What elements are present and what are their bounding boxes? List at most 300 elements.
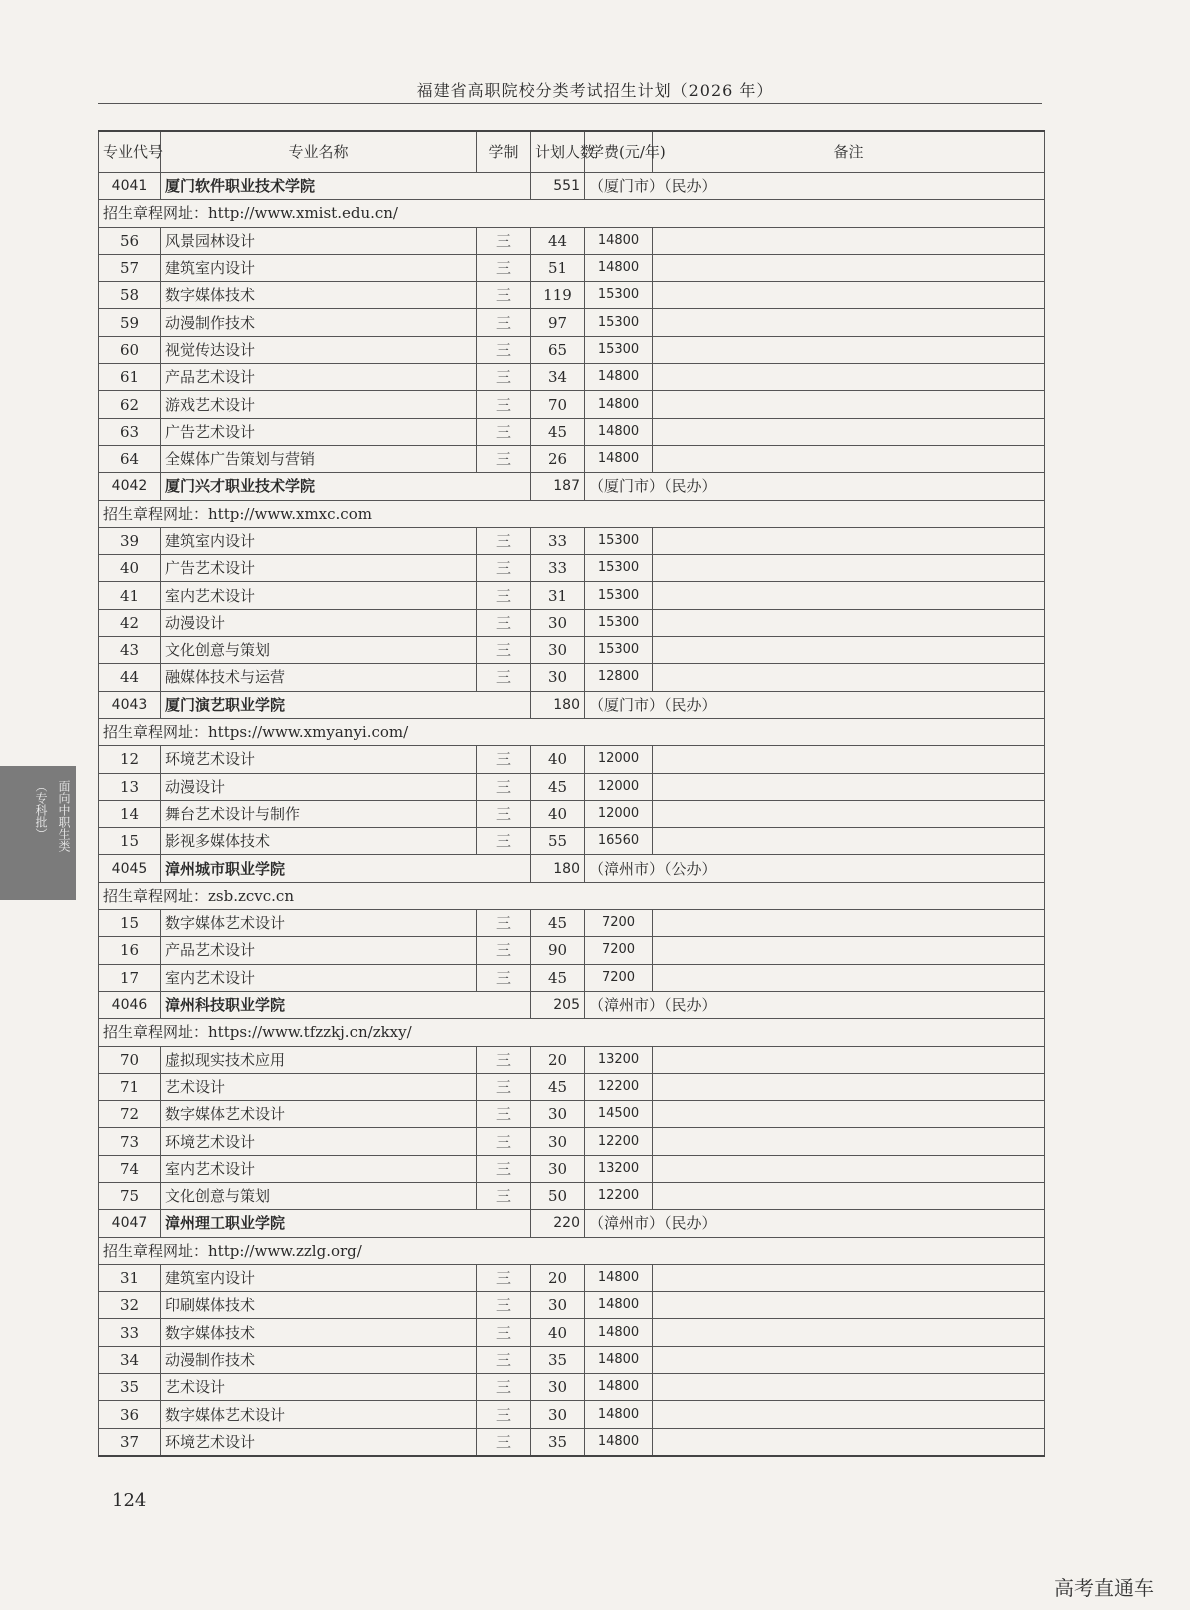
major-code: 72 <box>99 1101 161 1128</box>
major-note <box>653 445 1045 472</box>
major-system: 三 <box>477 418 531 445</box>
school-url: 招生章程网址：https://www.xmyanyi.com/ <box>99 718 1045 745</box>
major-name: 数字媒体技术 <box>161 1319 477 1346</box>
school-plan: 187 <box>531 473 585 500</box>
school-note: （漳州市）（民办） <box>585 1210 1045 1237</box>
page-number: 124 <box>112 1490 147 1511</box>
major-note <box>653 1264 1045 1291</box>
major-note <box>653 254 1045 281</box>
major-code: 15 <box>99 910 161 937</box>
major-system: 三 <box>477 582 531 609</box>
table-body <box>99 173 1045 1456</box>
major-name: 室内艺术设计 <box>161 582 477 609</box>
school-row <box>99 991 1045 1018</box>
table-row <box>99 1346 1045 1373</box>
major-plan: 20 <box>531 1264 585 1291</box>
school-code: 4046 <box>99 991 161 1018</box>
major-plan: 44 <box>531 227 585 254</box>
table-row <box>99 1292 1045 1319</box>
major-system: 三 <box>477 773 531 800</box>
major-fee: 12800 <box>585 664 653 691</box>
major-note <box>653 582 1045 609</box>
major-fee: 12000 <box>585 746 653 773</box>
school-code: 4043 <box>99 691 161 718</box>
major-note <box>653 1046 1045 1073</box>
major-plan: 33 <box>531 555 585 582</box>
page-header-title: 福建省高职院校分类考试招生计划（2026 年） <box>416 81 774 100</box>
major-note <box>653 364 1045 391</box>
school-row <box>99 1210 1045 1237</box>
major-code: 60 <box>99 336 161 363</box>
major-name: 印刷媒体技术 <box>161 1292 477 1319</box>
major-name: 数字媒体艺术设计 <box>161 1401 477 1428</box>
major-note <box>653 609 1045 636</box>
school-url-row <box>99 718 1045 745</box>
school-name: 漳州城市职业学院 <box>161 855 531 882</box>
major-system: 三 <box>477 1182 531 1209</box>
major-name: 产品艺术设计 <box>161 937 477 964</box>
major-system: 三 <box>477 828 531 855</box>
major-fee: 14800 <box>585 364 653 391</box>
school-name: 厦门兴才职业技术学院 <box>161 473 531 500</box>
major-name: 虚拟现实技术应用 <box>161 1046 477 1073</box>
major-fee: 7200 <box>585 910 653 937</box>
major-code: 39 <box>99 527 161 554</box>
school-code: 4047 <box>99 1210 161 1237</box>
major-name: 环境艺术设计 <box>161 1428 477 1456</box>
major-fee: 15300 <box>585 637 653 664</box>
major-plan: 30 <box>531 1374 585 1401</box>
school-url: 招生章程网址：zsb.zcvc.cn <box>99 882 1045 909</box>
major-name: 环境艺术设计 <box>161 1128 477 1155</box>
major-fee: 12200 <box>585 1073 653 1100</box>
major-plan: 26 <box>531 445 585 472</box>
school-note: （漳州市）（民办） <box>585 991 1045 1018</box>
major-plan: 51 <box>531 254 585 281</box>
major-code: 35 <box>99 1374 161 1401</box>
major-fee: 15300 <box>585 336 653 363</box>
major-name: 广告艺术设计 <box>161 418 477 445</box>
major-note <box>653 910 1045 937</box>
school-plan: 180 <box>531 691 585 718</box>
major-note <box>653 1128 1045 1155</box>
major-note <box>653 555 1045 582</box>
major-plan: 40 <box>531 1319 585 1346</box>
major-code: 16 <box>99 937 161 964</box>
table-row <box>99 664 1045 691</box>
school-plan: 551 <box>531 173 585 200</box>
table-row <box>99 555 1045 582</box>
major-code: 56 <box>99 227 161 254</box>
major-system: 三 <box>477 527 531 554</box>
table-row <box>99 1073 1045 1100</box>
table-row <box>99 773 1045 800</box>
header-code: 专业代号 <box>99 131 161 173</box>
header-rule <box>98 103 1042 104</box>
school-url: 招生章程网址：https://www.tfzzkj.cn/zkxy/ <box>99 1019 1045 1046</box>
major-plan: 35 <box>531 1428 585 1456</box>
major-fee: 14500 <box>585 1101 653 1128</box>
major-code: 31 <box>99 1264 161 1291</box>
major-name: 艺术设计 <box>161 1374 477 1401</box>
major-plan: 30 <box>531 664 585 691</box>
table-row <box>99 418 1045 445</box>
major-note <box>653 418 1045 445</box>
table-row <box>99 309 1045 336</box>
major-name: 风景园林设计 <box>161 227 477 254</box>
major-note <box>653 282 1045 309</box>
major-system: 三 <box>477 1264 531 1291</box>
major-code: 58 <box>99 282 161 309</box>
major-fee: 14800 <box>585 254 653 281</box>
major-fee: 14800 <box>585 391 653 418</box>
side-tab-line1: 面向中职生类 <box>57 780 71 852</box>
major-name: 室内艺术设计 <box>161 1155 477 1182</box>
major-note <box>653 1374 1045 1401</box>
major-fee: 14800 <box>585 1346 653 1373</box>
school-plan: 220 <box>531 1210 585 1237</box>
table-row <box>99 1155 1045 1182</box>
major-code: 34 <box>99 1346 161 1373</box>
school-code: 4045 <box>99 855 161 882</box>
school-row <box>99 473 1045 500</box>
major-note <box>653 227 1045 254</box>
table-row <box>99 800 1045 827</box>
table-row <box>99 1428 1045 1456</box>
major-code: 13 <box>99 773 161 800</box>
major-fee: 7200 <box>585 937 653 964</box>
table-row <box>99 609 1045 636</box>
table-row <box>99 1182 1045 1209</box>
major-plan: 50 <box>531 1182 585 1209</box>
major-system: 三 <box>477 282 531 309</box>
school-name: 厦门演艺职业学院 <box>161 691 531 718</box>
major-name: 建筑室内设计 <box>161 254 477 281</box>
table-row <box>99 964 1045 991</box>
major-fee: 12000 <box>585 773 653 800</box>
major-name: 数字媒体技术 <box>161 282 477 309</box>
major-plan: 34 <box>531 364 585 391</box>
school-row <box>99 691 1045 718</box>
table-row <box>99 746 1045 773</box>
table-row <box>99 254 1045 281</box>
major-name: 文化创意与策划 <box>161 637 477 664</box>
major-code: 70 <box>99 1046 161 1073</box>
major-note <box>653 746 1045 773</box>
major-system: 三 <box>477 336 531 363</box>
major-code: 63 <box>99 418 161 445</box>
major-note <box>653 1182 1045 1209</box>
major-plan: 70 <box>531 391 585 418</box>
major-code: 36 <box>99 1401 161 1428</box>
major-system: 三 <box>477 227 531 254</box>
major-code: 73 <box>99 1128 161 1155</box>
major-note <box>653 391 1045 418</box>
enrollment-plan-table <box>98 130 1045 1457</box>
school-row <box>99 173 1045 200</box>
major-name: 数字媒体艺术设计 <box>161 1101 477 1128</box>
major-plan: 31 <box>531 582 585 609</box>
major-name: 室内艺术设计 <box>161 964 477 991</box>
table-row <box>99 637 1045 664</box>
section-side-tab <box>0 766 76 900</box>
watermark: 高考直通车 <box>1054 1576 1154 1600</box>
major-system: 三 <box>477 937 531 964</box>
major-code: 41 <box>99 582 161 609</box>
major-name: 环境艺术设计 <box>161 746 477 773</box>
school-note: （厦门市）（民办） <box>585 691 1045 718</box>
major-code: 74 <box>99 1155 161 1182</box>
major-plan: 55 <box>531 828 585 855</box>
major-note <box>653 637 1045 664</box>
major-system: 三 <box>477 1292 531 1319</box>
major-note <box>653 800 1045 827</box>
major-name: 建筑室内设计 <box>161 1264 477 1291</box>
major-fee: 12000 <box>585 800 653 827</box>
major-name: 动漫制作技术 <box>161 309 477 336</box>
major-code: 17 <box>99 964 161 991</box>
header-note: 备注 <box>653 131 1045 173</box>
major-system: 三 <box>477 309 531 336</box>
table-row <box>99 282 1045 309</box>
major-code: 64 <box>99 445 161 472</box>
major-plan: 45 <box>531 418 585 445</box>
major-fee: 13200 <box>585 1046 653 1073</box>
school-url-row <box>99 1019 1045 1046</box>
major-plan: 45 <box>531 910 585 937</box>
major-code: 43 <box>99 637 161 664</box>
major-plan: 45 <box>531 1073 585 1100</box>
major-plan: 30 <box>531 1401 585 1428</box>
major-system: 三 <box>477 1046 531 1073</box>
major-note <box>653 1319 1045 1346</box>
major-name: 动漫制作技术 <box>161 1346 477 1373</box>
major-system: 三 <box>477 800 531 827</box>
school-plan: 180 <box>531 855 585 882</box>
major-system: 三 <box>477 1155 531 1182</box>
major-fee: 14800 <box>585 227 653 254</box>
major-code: 71 <box>99 1073 161 1100</box>
major-plan: 30 <box>531 1128 585 1155</box>
major-code: 61 <box>99 364 161 391</box>
major-system: 三 <box>477 1428 531 1456</box>
major-note <box>653 773 1045 800</box>
school-url: 招生章程网址：http://www.xmist.edu.cn/ <box>99 200 1045 227</box>
table-row <box>99 364 1045 391</box>
major-fee: 15300 <box>585 582 653 609</box>
school-note: （厦门市）（民办） <box>585 173 1045 200</box>
header-plan: 计划人数 <box>531 131 585 173</box>
school-url-row <box>99 882 1045 909</box>
table-row <box>99 1046 1045 1073</box>
major-note <box>653 1428 1045 1456</box>
school-url-row <box>99 500 1045 527</box>
major-note <box>653 527 1045 554</box>
school-name: 漳州科技职业学院 <box>161 991 531 1018</box>
major-system: 三 <box>477 1319 531 1346</box>
school-code: 4042 <box>99 473 161 500</box>
table-row <box>99 937 1045 964</box>
major-fee: 12200 <box>585 1128 653 1155</box>
major-plan: 33 <box>531 527 585 554</box>
major-system: 三 <box>477 637 531 664</box>
major-system: 三 <box>477 964 531 991</box>
table-row <box>99 445 1045 472</box>
school-name: 厦门软件职业技术学院 <box>161 173 531 200</box>
major-code: 75 <box>99 1182 161 1209</box>
major-fee: 14800 <box>585 1319 653 1346</box>
major-fee: 12200 <box>585 1182 653 1209</box>
major-name: 全媒体广告策划与营销 <box>161 445 477 472</box>
major-fee: 15300 <box>585 555 653 582</box>
table-header-row <box>99 131 1045 173</box>
major-fee: 15300 <box>585 309 653 336</box>
school-note: （厦门市）（民办） <box>585 473 1045 500</box>
major-system: 三 <box>477 664 531 691</box>
major-code: 42 <box>99 609 161 636</box>
table-row <box>99 1401 1045 1428</box>
major-system: 三 <box>477 555 531 582</box>
school-url-row <box>99 1237 1045 1264</box>
major-fee: 14800 <box>585 1428 653 1456</box>
major-code: 12 <box>99 746 161 773</box>
major-code: 32 <box>99 1292 161 1319</box>
major-fee: 15300 <box>585 282 653 309</box>
school-note: （漳州市）（公办） <box>585 855 1045 882</box>
major-system: 三 <box>477 1128 531 1155</box>
major-plan: 90 <box>531 937 585 964</box>
major-system: 三 <box>477 1073 531 1100</box>
table-row <box>99 828 1045 855</box>
major-name: 动漫设计 <box>161 609 477 636</box>
major-fee: 14800 <box>585 445 653 472</box>
major-note <box>653 937 1045 964</box>
major-system: 三 <box>477 1374 531 1401</box>
major-name: 视觉传达设计 <box>161 336 477 363</box>
major-name: 文化创意与策划 <box>161 1182 477 1209</box>
major-code: 62 <box>99 391 161 418</box>
major-name: 舞台艺术设计与制作 <box>161 800 477 827</box>
major-plan: 45 <box>531 773 585 800</box>
major-fee: 15300 <box>585 609 653 636</box>
major-plan: 97 <box>531 309 585 336</box>
major-name: 艺术设计 <box>161 1073 477 1100</box>
major-plan: 45 <box>531 964 585 991</box>
major-plan: 30 <box>531 1101 585 1128</box>
table-row <box>99 1264 1045 1291</box>
major-code: 15 <box>99 828 161 855</box>
major-fee: 16560 <box>585 828 653 855</box>
major-plan: 40 <box>531 746 585 773</box>
major-note <box>653 309 1045 336</box>
major-system: 三 <box>477 910 531 937</box>
major-code: 14 <box>99 800 161 827</box>
major-note <box>653 828 1045 855</box>
major-note <box>653 664 1045 691</box>
table-row <box>99 582 1045 609</box>
major-name: 广告艺术设计 <box>161 555 477 582</box>
major-system: 三 <box>477 364 531 391</box>
major-fee: 14800 <box>585 418 653 445</box>
major-code: 40 <box>99 555 161 582</box>
major-fee: 7200 <box>585 964 653 991</box>
major-note <box>653 1346 1045 1373</box>
major-note <box>653 1073 1045 1100</box>
major-name: 影视多媒体技术 <box>161 828 477 855</box>
major-name: 数字媒体艺术设计 <box>161 910 477 937</box>
school-url: 招生章程网址：http://www.zzlg.org/ <box>99 1237 1045 1264</box>
major-fee: 14800 <box>585 1292 653 1319</box>
major-plan: 65 <box>531 336 585 363</box>
header-fee: 学费(元/年) <box>585 131 653 173</box>
major-name: 游戏艺术设计 <box>161 391 477 418</box>
major-fee: 14800 <box>585 1374 653 1401</box>
table-row <box>99 1101 1045 1128</box>
major-name: 建筑室内设计 <box>161 527 477 554</box>
major-note <box>653 336 1045 363</box>
major-note <box>653 1292 1045 1319</box>
major-code: 44 <box>99 664 161 691</box>
table-row <box>99 227 1045 254</box>
major-name: 动漫设计 <box>161 773 477 800</box>
table-row <box>99 1319 1045 1346</box>
major-code: 59 <box>99 309 161 336</box>
major-plan: 30 <box>531 1292 585 1319</box>
major-name: 产品艺术设计 <box>161 364 477 391</box>
major-code: 33 <box>99 1319 161 1346</box>
major-plan: 30 <box>531 637 585 664</box>
school-plan: 205 <box>531 991 585 1018</box>
table-row <box>99 391 1045 418</box>
major-system: 三 <box>477 609 531 636</box>
major-system: 三 <box>477 1101 531 1128</box>
table-row <box>99 1374 1045 1401</box>
major-plan: 20 <box>531 1046 585 1073</box>
side-tab-line2: （专科批） <box>34 780 48 840</box>
major-system: 三 <box>477 746 531 773</box>
major-system: 三 <box>477 391 531 418</box>
major-plan: 119 <box>531 282 585 309</box>
major-note <box>653 1155 1045 1182</box>
major-code: 37 <box>99 1428 161 1456</box>
major-note <box>653 964 1045 991</box>
school-row <box>99 855 1045 882</box>
table-row <box>99 527 1045 554</box>
major-fee: 13200 <box>585 1155 653 1182</box>
school-url: 招生章程网址：http://www.xmxc.com <box>99 500 1045 527</box>
school-url-row <box>99 200 1045 227</box>
major-code: 57 <box>99 254 161 281</box>
major-plan: 30 <box>531 1155 585 1182</box>
major-system: 三 <box>477 1346 531 1373</box>
header-system: 学制 <box>477 131 531 173</box>
major-system: 三 <box>477 254 531 281</box>
major-fee: 15300 <box>585 527 653 554</box>
school-code: 4041 <box>99 173 161 200</box>
table-row <box>99 910 1045 937</box>
major-plan: 35 <box>531 1346 585 1373</box>
major-fee: 14800 <box>585 1264 653 1291</box>
major-note <box>653 1401 1045 1428</box>
header-name: 专业名称 <box>161 131 477 173</box>
table-row <box>99 336 1045 363</box>
major-plan: 30 <box>531 609 585 636</box>
table-row <box>99 1128 1045 1155</box>
major-plan: 40 <box>531 800 585 827</box>
major-system: 三 <box>477 1401 531 1428</box>
major-system: 三 <box>477 445 531 472</box>
major-name: 融媒体技术与运营 <box>161 664 477 691</box>
